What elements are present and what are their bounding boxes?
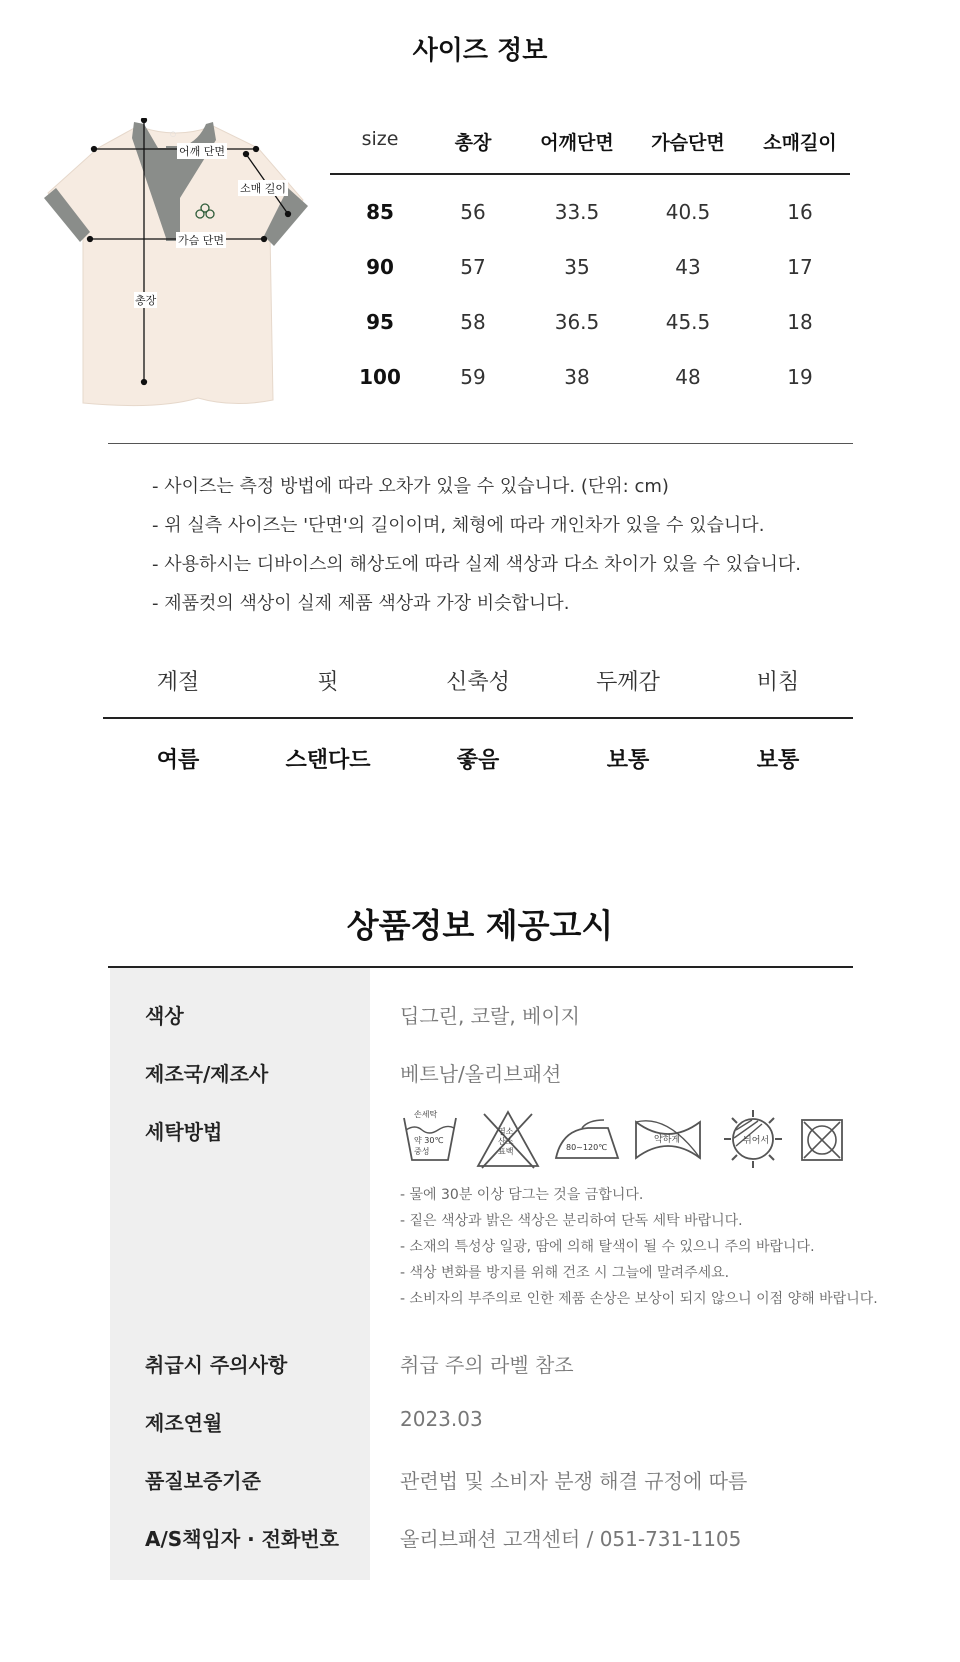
fit-value-season: 여름 xyxy=(156,748,200,773)
caution-value: 취급 주의 라벨 참조 xyxy=(400,1353,574,1377)
cell-sleeve: 18 xyxy=(787,310,813,334)
header-size: size xyxy=(361,128,399,150)
header-length: 총장 xyxy=(454,132,492,154)
iron-temp-label: 80~120℃ xyxy=(566,1143,608,1152)
cell-shoulder: 38 xyxy=(564,365,590,389)
size-section-divider xyxy=(108,443,853,444)
cell-size: 100 xyxy=(359,365,401,389)
cell-shoulder: 36.5 xyxy=(554,310,600,334)
wring-label: 약하게 xyxy=(654,1135,681,1145)
manufacture-date-label: 제조연월 xyxy=(145,1411,223,1435)
cell-length: 58 xyxy=(460,310,486,334)
caution-label: 취급시 주의사항 xyxy=(145,1353,288,1377)
wash-note-item: - 소재의 특성상 일광, 땀에 의해 탈색이 될 수 있으니 주의 바랍니다. xyxy=(400,1239,815,1255)
header-chest: 가슴단면 xyxy=(651,132,725,154)
sleeve-measure-label: 소매 길이 xyxy=(240,182,287,195)
table-row xyxy=(330,200,850,240)
fit-header-thickness: 두께감 xyxy=(596,670,660,695)
size-table-header xyxy=(330,128,850,168)
table-row xyxy=(330,365,850,405)
cell-chest: 40.5 xyxy=(665,200,711,224)
origin-value: 베트남/올리브패션 xyxy=(400,1062,562,1086)
wash-note-item: - 소비자의 부주의로 인한 제품 손상은 보상이 되지 않으니 이점 양해 바랍니다. xyxy=(400,1291,878,1307)
cell-chest: 45.5 xyxy=(665,310,711,334)
note-item: - 사용하시는 디바이스의 해상도에 따라 실제 색상과 다소 차이가 있을 수 있습니다. xyxy=(152,554,801,575)
cell-sleeve: 16 xyxy=(787,200,813,224)
cell-sleeve: 19 xyxy=(787,365,813,389)
size-info-title: 사이즈 정보 xyxy=(412,36,548,66)
table-row xyxy=(330,255,850,295)
header-sleeve: 소매길이 xyxy=(763,132,837,154)
origin-label: 제조국/제조사 xyxy=(145,1062,269,1086)
polo-shirt-illustration xyxy=(44,122,308,406)
cell-sleeve: 17 xyxy=(787,255,813,279)
fit-divider xyxy=(103,717,853,719)
svg-text:○: ○ xyxy=(170,130,177,138)
no-bleach-chlorine: 염소 xyxy=(498,1127,514,1136)
length-measure-label: 총장 xyxy=(135,294,157,307)
wash-method-label: 세탁방법 xyxy=(145,1120,223,1144)
cell-size: 85 xyxy=(366,200,394,224)
cell-shoulder: 35 xyxy=(564,255,590,279)
hand-wash-icon xyxy=(400,1108,460,1170)
no-tumble-dry-icon xyxy=(800,1108,844,1170)
cell-length: 59 xyxy=(460,365,486,389)
cell-size: 95 xyxy=(366,310,394,334)
note-item: - 제품컷의 색상이 실제 제품 색상과 가장 비슷합니다. xyxy=(152,593,570,614)
warranty-label: 품질보증기준 xyxy=(145,1469,261,1493)
wash-note-item: - 짙은 색상과 밝은 색상은 분리하여 단독 세탁 바랍니다. xyxy=(400,1213,743,1229)
gentle-wring-icon xyxy=(632,1108,704,1170)
flat-dry-label: 뉘어서 xyxy=(743,1136,770,1146)
wash-note-item: - 물에 30분 이상 담그는 것을 금합니다. xyxy=(400,1187,644,1203)
cell-chest: 48 xyxy=(675,365,701,389)
hand-wash-temp: 약 30℃ xyxy=(414,1136,444,1145)
fit-value-sheerness: 보통 xyxy=(756,748,800,773)
as-contact-value: 올리브패션 고객센터 / 051-731-1105 xyxy=(400,1527,742,1551)
wash-notes xyxy=(400,1184,878,1314)
table-row xyxy=(330,310,850,350)
shoulder-measure-label: 어깨 단면 xyxy=(179,145,226,158)
cell-chest: 43 xyxy=(675,255,701,279)
iron-icon xyxy=(552,1108,622,1170)
fit-header-sheerness: 비침 xyxy=(756,670,800,695)
no-bleach-icon xyxy=(474,1108,542,1170)
color-label: 색상 xyxy=(145,1004,184,1028)
cell-length: 56 xyxy=(460,200,486,224)
hand-wash-neutral: 중성 xyxy=(414,1147,430,1156)
header-divider xyxy=(330,173,850,175)
no-bleach-bleach: 표백 xyxy=(498,1147,514,1156)
product-info-title: 상품정보 제공고시 xyxy=(346,906,614,945)
note-item: - 위 실측 사이즈는 '단면'의 길이이며, 체형에 따라 개인차가 있을 수 있습니다. xyxy=(152,515,765,536)
cell-size: 90 xyxy=(366,255,394,279)
no-bleach-oxygen: 산소 xyxy=(498,1137,514,1146)
size-notes xyxy=(152,472,801,628)
flat-dry-shade-icon xyxy=(722,1108,784,1170)
note-item: - 사이즈는 측정 방법에 따라 오차가 있을 수 있습니다. (단위: cm) xyxy=(152,476,669,497)
shirt-size-diagram xyxy=(38,118,328,418)
header-shoulder: 어깨단면 xyxy=(540,132,614,154)
as-contact-label: A/S책임자 · 전화번호 xyxy=(145,1527,339,1551)
chest-measure-label: 가슴 단면 xyxy=(178,234,225,247)
cell-shoulder: 33.5 xyxy=(554,200,600,224)
wash-note-item: - 색상 변화를 방지를 위해 건조 시 그늘에 말려주세요. xyxy=(400,1265,730,1281)
color-value: 딥그린, 코랄, 베이지 xyxy=(400,1004,580,1028)
manufacture-date-value: 2023.03 xyxy=(400,1407,483,1431)
cell-length: 57 xyxy=(460,255,486,279)
fit-header-fit: 핏 xyxy=(317,670,339,695)
fit-value-fit: 스탠다드 xyxy=(285,748,371,773)
fit-value-thickness: 보통 xyxy=(606,748,650,773)
warranty-value: 관련법 및 소비자 분쟁 해결 규정에 따름 xyxy=(400,1469,748,1493)
fit-header-stretch: 신축성 xyxy=(446,670,510,695)
hand-wash-label: 손세탁 xyxy=(414,1110,438,1119)
fit-value-stretch: 좋음 xyxy=(456,748,500,773)
fit-header-season: 계절 xyxy=(156,670,200,695)
